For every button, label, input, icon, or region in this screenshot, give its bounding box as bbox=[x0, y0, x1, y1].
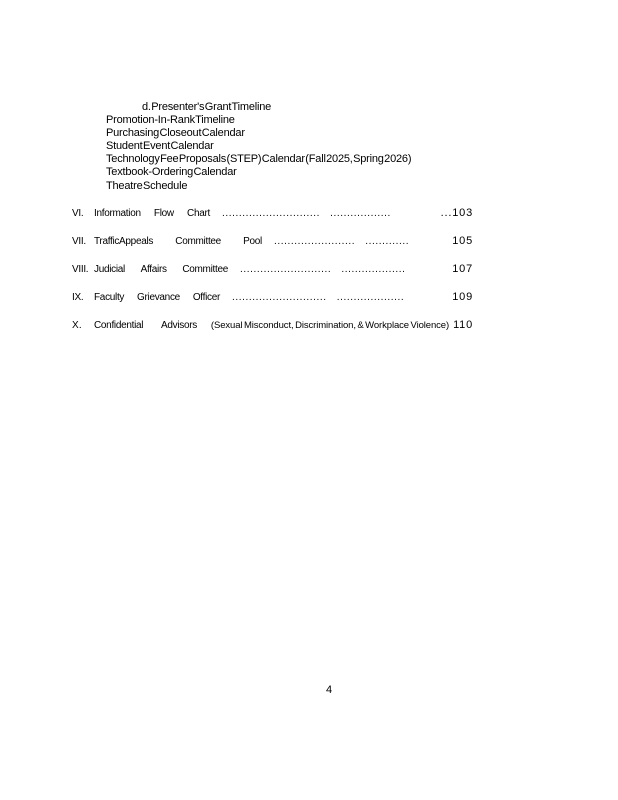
toc-entry-title bbox=[94, 235, 262, 248]
toc-entry-title bbox=[94, 263, 228, 276]
appendix-item: Textbook-Ordering Calendar bbox=[106, 166, 237, 179]
toc-page-number: 107 bbox=[452, 263, 473, 275]
toc-entry-title bbox=[94, 291, 220, 304]
toc-entry-word: Faculty bbox=[94, 292, 125, 303]
toc-entry-word: Chart bbox=[187, 208, 210, 219]
toc-page-number: 105 bbox=[452, 235, 473, 247]
toc-row bbox=[72, 235, 473, 263]
toc-roman-numeral: VII. bbox=[72, 236, 86, 247]
toc-dot-leader: ............................. .................. bbox=[222, 208, 391, 219]
toc-row bbox=[72, 207, 473, 235]
appendix-lead-item: d. Presenter's Grant Timeline bbox=[142, 101, 272, 113]
toc-entry-word: Information bbox=[94, 208, 141, 219]
toc-entry-word: Flow bbox=[153, 208, 174, 219]
toc-entry-title bbox=[94, 207, 210, 220]
toc-row bbox=[72, 319, 473, 347]
toc-entry-word: Committee bbox=[182, 264, 228, 275]
toc-entry-word: Grievance bbox=[137, 292, 180, 303]
appendix-sublist bbox=[106, 101, 411, 193]
toc-page-number: ...103 bbox=[440, 207, 473, 219]
appendix-item: Technology Fee Proposals (STEP) Calendar (Fall 2025, Spring 2026) bbox=[106, 153, 412, 166]
toc-roman-numeral: X . bbox=[72, 320, 82, 331]
toc-dot-leader: ........................ ............. bbox=[274, 236, 410, 247]
toc-entry-word: Committee bbox=[175, 236, 221, 247]
toc-entry-word: Advisors bbox=[161, 320, 197, 331]
toc-dot-leader: ........................... ................... bbox=[240, 264, 406, 275]
toc-entry-word: Affairs bbox=[140, 264, 167, 275]
toc-entry-word: Confidential bbox=[94, 320, 144, 331]
toc-roman-numeral: IX. bbox=[72, 292, 84, 303]
toc-entry-word: Officer bbox=[192, 292, 220, 303]
appendix-item: Purchasing Closeout Calendar bbox=[106, 127, 245, 140]
toc-entry-title bbox=[94, 319, 197, 332]
footer-page-number: 4 bbox=[326, 684, 333, 696]
toc-roman-numeral: VI. bbox=[72, 208, 84, 219]
toc-page-number: 109 bbox=[452, 291, 473, 303]
appendix-item: Theatre Schedule bbox=[106, 179, 188, 192]
toc-entry-word: Pool bbox=[243, 236, 262, 247]
table-of-contents bbox=[72, 207, 473, 347]
toc-row bbox=[72, 291, 473, 319]
toc-entry-word: Traffic Appeals bbox=[94, 236, 154, 247]
toc-dot-leader: ............................ .................... bbox=[232, 292, 405, 303]
toc-roman-numeral: VIII. bbox=[72, 264, 89, 275]
toc-entry-word: Judicial bbox=[94, 264, 125, 275]
toc-annotation: (Sexual Misconduct, Discrimination, & Workplace Violence) bbox=[210, 320, 450, 331]
appendix-item: Student Event Calendar bbox=[106, 140, 214, 153]
toc-page-number: 110 bbox=[453, 319, 473, 331]
toc-row bbox=[72, 263, 473, 291]
appendix-item: Promotion-In-Rank Timeline bbox=[106, 114, 235, 127]
